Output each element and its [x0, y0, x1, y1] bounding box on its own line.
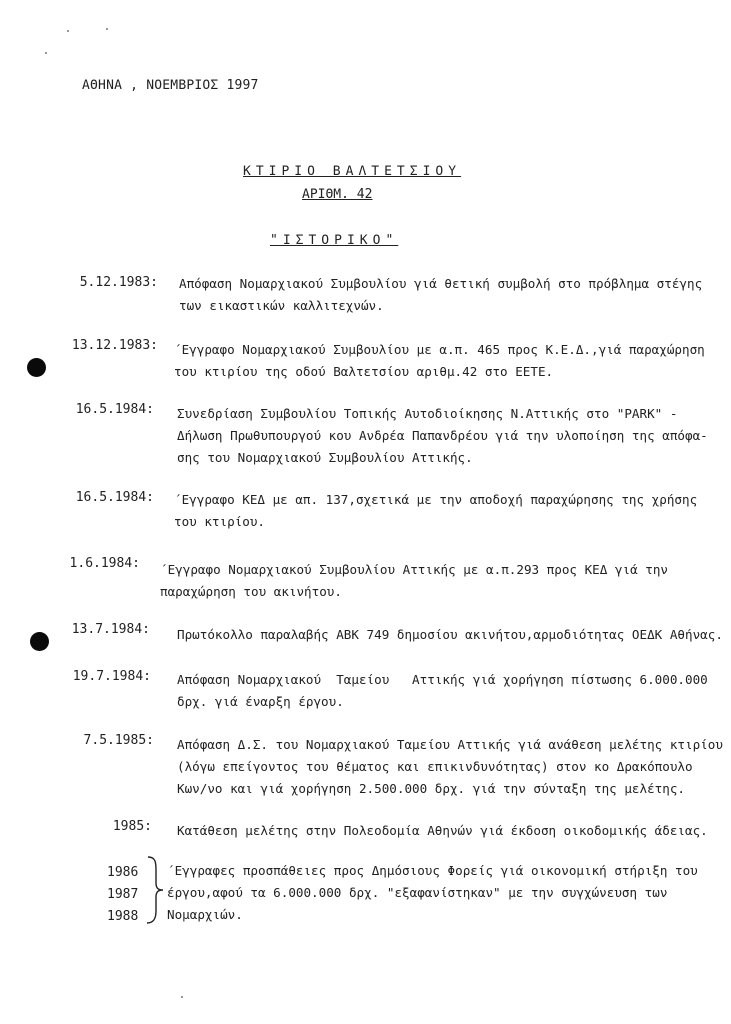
- entry-date: 16.5.1984:: [75, 402, 154, 417]
- entry-text: ΄Εγγραφες προσπάθειες προς Δημόσιους Φορείς γιά οικονομική στήριξη του έργου,αφού τα 6.000.000 δρχ. "εξαφανίστηκαν" με την συγχώνευση των Νομαρχιών.: [167, 863, 698, 922]
- year-label: 1988: [107, 909, 139, 924]
- document-subtitle: ΑΡΙΘΜ. 42: [302, 187, 373, 202]
- year-label: 1987: [107, 887, 139, 902]
- entry-date: 13.12.1983:: [71, 338, 158, 353]
- entry-text: Απόφαση Νομαρχιακού Ταμείου Αττικής γιά χορήγηση πίστωσης 6.000.000 δρχ. γιά έναρξη έργου.: [177, 672, 708, 709]
- entry-date: 13.7.1984:: [71, 622, 150, 637]
- section-heading: "ΙΣΤΟΡΙΚΟ": [270, 233, 399, 248]
- entry-text: Πρωτόκολλο παραλαβής ΑΒΚ 749 δημοσίου ακινήτου,αρμοδιότητας ΟΕΔΚ Αθήνας.: [177, 627, 723, 642]
- entry-text: ΄Εγγραφο ΚΕΔ με απ. 137,σχετικά με την αποδοχή παραχώρησης της χρήσης του κτιρίου.: [174, 492, 698, 529]
- dateline: ΑΘΗΝΑ , ΝΟΕΜΒΡΙΟΣ 1997: [82, 78, 259, 93]
- entry-date: 1.6.1984:: [69, 556, 140, 571]
- entry-text: ΄Εγγραφο Νομαρχιακού Συμβουλίου Αττικής με α.π.293 προς ΚΕΔ γιά την παραχώρηση του ακινήτου.: [160, 562, 668, 599]
- entry-text: Συνεδρίαση Συμβουλίου Τοπικής Αυτοδιοίκησης Ν.Αττικής στο "PARK" - Δήλωση Πρωθυπουργού κου Ανδρέα Παπανδρέου γιά την υλοποίηση της απόφα- σης του Νομαρχιακού Συμβουλίου Αττικής.: [177, 406, 708, 465]
- document-title: ΚΤΙΡΙΟ ΒΑΛΤΕΤΣΙΟΥ: [243, 164, 462, 179]
- scan-speck: [106, 28, 108, 30]
- entry-text: Απόφαση Δ.Σ. του Νομαρχιακού Ταμείου Αττικής γιά ανάθεση μελέτης κτιρίου (λόγω επείγοντος του θέματος και επικινδυνότητας) στον κο Δρακόπουλο Κων/νο και γιά χορήγηση 2.500.000 δρχ. γιά την σύνταξη της μελέτης.: [177, 737, 723, 796]
- year-label: 1986: [107, 865, 139, 880]
- scan-speck: [45, 52, 47, 54]
- entry-text: Απόφαση Νομαρχιακού Συμβουλίου γιά θετική συμβολή στο πρόβλημα στέγης των εικαστικών καλλιτεχνών.: [179, 276, 703, 313]
- year-list: [107, 862, 138, 928]
- punch-hole-top: [27, 358, 46, 377]
- entry-date: 19.7.1984:: [72, 669, 151, 684]
- entry-date: 1985:: [112, 819, 152, 834]
- scan-speck: [67, 30, 69, 32]
- entry-date: 16.5.1984:: [75, 490, 154, 505]
- entry-text: ΄Εγγραφο Νομαρχιακού Συμβουλίου με α.π. 465 προς Κ.Ε.Δ.,γιά παραχώρηση του κτιρίου της οδού Βαλτετσίου αριθμ.42 στο ΕΕΤΕ.: [174, 342, 705, 379]
- entry-text: Κατάθεση μελέτης στην Πολεοδομία Αθηνών γιά έκδοση οικοδομικής άδειας.: [177, 823, 708, 838]
- scan-speck: [181, 996, 183, 998]
- curly-brace-icon: [144, 855, 166, 925]
- entry-date: 7.5.1985:: [83, 733, 154, 748]
- entry-date: 5.12.1983:: [79, 275, 158, 290]
